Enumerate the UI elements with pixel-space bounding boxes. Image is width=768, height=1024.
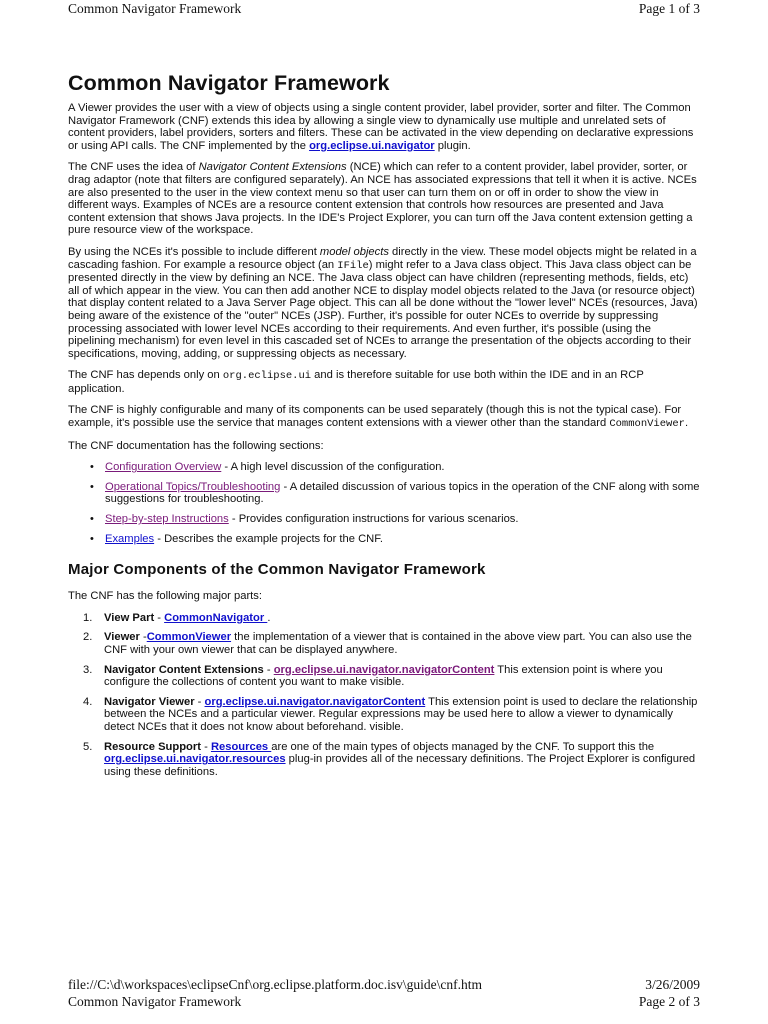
configurable-paragraph: The CNF is highly configurable and many of its components can be used separately (though this is not the typical case). For example, it's possible use the service that manages content extensions with a viewer other than the standard CommonViewer. xyxy=(68,404,689,431)
next-header-title: Common Navigator Framework xyxy=(68,994,242,1009)
list-item: 3. Navigator Content Extensions - org.eclipse.ui.navigator.navigatorContent This extension point is where you configure the collections of content you want to make visible. xyxy=(83,663,663,689)
list-item: 4. Navigator Viewer - org.eclipse.ui.navigator.navigatorContent This extension point is used to declare the relationship between the NCEs and a particular viewer. Regular expressions may be used here to allow a viewer to dynamically detect NCEs that it does not know about beforehand. visible. xyxy=(83,695,698,733)
section-heading: Major Components of the Common Navigator Framework xyxy=(68,561,486,579)
footer-date: 3/26/2009 xyxy=(645,977,700,992)
common-viewer-link[interactable]: CommonViewer xyxy=(146,631,232,644)
list-item: • Examples - Describes the example projects for the CNF. xyxy=(105,533,700,546)
footer-file-path: file://C:\d\workspaces\eclipseCnf\org.eclipse.platform.doc.isv\guide\cnf.htm xyxy=(68,977,483,992)
model-objects-paragraph: By using the NCEs it's possible to include different model objects directly in the view. These model objects might be related in a cascading fashion. For example a resource object (an IFile) might refer to a Java class object. This Java class object can be presented directly in the view by defining an NCE. The Java class object can have children (representing methods, fields, etc) all of which appear in the view. You can then add another NCE to display model objects related to the Java (or resource object) that display content related to a Java Server Page object. This can all be done without the "lower level" NCEs (resources, Java) being aware of the existence of the "outer" NCEs (JSP). Further, it's possible for outer NCEs to override by suppressing processing associated with lower level NCEs according to their requirements. And even further, it's possible (using the pipelining mechanism) for even level in this cascaded set of NCEs to arrange the presentation of the objects according to their specifications, moving, adding, or suppressing objects as necessary. xyxy=(68,245,698,360)
navigator-viewer-link[interactable]: org.eclipse.ui.navigator.navigatorContent xyxy=(204,695,426,708)
operational-topics-link[interactable]: Operational Topics/Troubleshooting xyxy=(105,480,281,493)
list-item: • Operational Topics/Troubleshooting - A detailed discussion of various topics in the operation of the CNF along with some suggestions for troubleshooting. xyxy=(105,481,700,506)
list-item: • Step-by-step Instructions - Provides configuration instructions for various scenarios. xyxy=(105,513,700,526)
list-item: 5. Resource Support - Resources are one of the main types of objects managed by the CNF. To support this the org.eclipse.ui.navigator.resources plug-in provides all of the necessary definitions. The Project Explorer is configured using these definitions. xyxy=(83,740,696,778)
resources-link[interactable]: Resources xyxy=(210,740,272,753)
list-item: • Configuration Overview - A high level discussion of the configuration. xyxy=(105,461,700,474)
sections-list xyxy=(68,461,700,545)
header-title: Common Navigator Framework xyxy=(68,1,242,16)
step-by-step-link[interactable]: Step-by-step Instructions xyxy=(105,513,229,526)
nce-paragraph: The CNF uses the idea of Navigator Content Extensions (NCE) which can refer to a content provider, label provider, sorter, or drag adaptor (note that filters are configured separately). An NCE has associated expressions that tell it when it is active. NCEs are also presented to the user in the view context menu so that user can turn them on or off in order to show the view in different ways. Examples of NCEs are a resource content extension that controls how resources are presented and Java content extension that shows Java projects. In the IDE's Project Explorer, you can turn off the Java content extension getting a pure resource view of the workspace. xyxy=(68,161,697,237)
document-body xyxy=(68,70,700,785)
page-title: Common Navigator Framework xyxy=(68,71,390,95)
dependency-paragraph: The CNF has depends only on org.eclipse.ui and is therefore suitable for use both within the IDE and in an RCP application. xyxy=(68,369,644,395)
sections-intro: The CNF documentation has the following sections: xyxy=(68,439,324,452)
parts-list xyxy=(68,612,700,779)
next-header-page-number: Page 2 of 3 xyxy=(638,994,700,1009)
examples-link[interactable]: Examples xyxy=(105,532,155,545)
list-item: 2. Viewer -CommonViewer the implementation of a viewer that is contained in the above view part. You can also use the CNF with your own viewer that can be displayed anywhere. xyxy=(83,631,692,656)
navigator-content-link[interactable]: org.eclipse.ui.navigator.navigatorContent xyxy=(273,663,495,676)
intro-paragraph: A Viewer provides the user with a view of objects using a single content provider, label provider, sorter and filter. The Common Navigator Framework (CNF) extends this idea by allowing a single view to dynamically use multiple and unrelated sets of content providers, label providers, sorters and filters. These can be activated in the view depending on declarative expressions or using API calls. The CNF implemented by the org.eclipse.ui.navigator plugin. xyxy=(68,102,694,152)
configuration-overview-link[interactable]: Configuration Overview xyxy=(105,461,222,474)
navigator-plugin-link[interactable]: org.eclipse.ui.navigator xyxy=(309,139,435,152)
parts-intro: The CNF has the following major parts: xyxy=(68,590,262,603)
list-item: 1. View Part - CommonNavigator . xyxy=(83,611,271,624)
common-navigator-link[interactable]: CommonNavigator xyxy=(164,611,268,624)
navigator-resources-link[interactable]: org.eclipse.ui.navigator.resources xyxy=(104,753,286,766)
header-page-number: Page 1 of 3 xyxy=(638,1,700,16)
